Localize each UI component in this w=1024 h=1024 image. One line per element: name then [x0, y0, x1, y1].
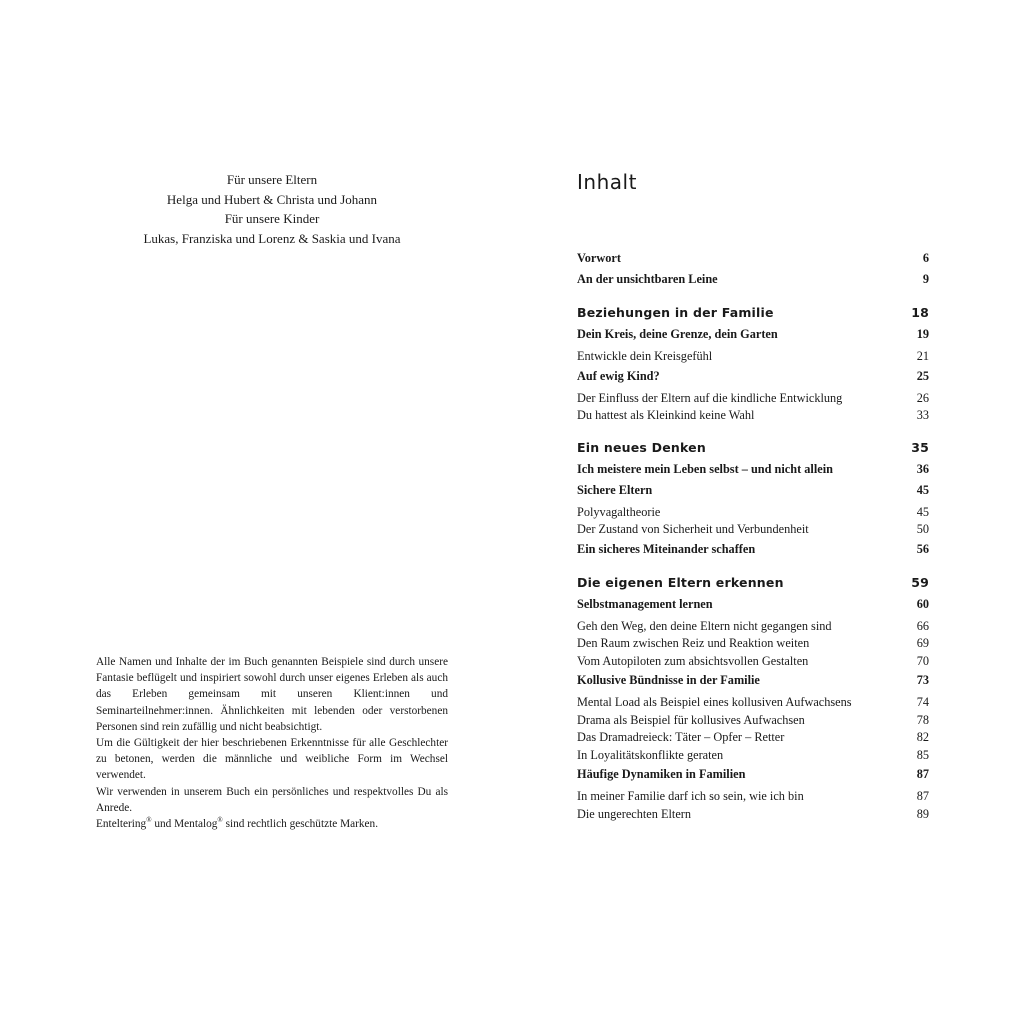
trademark-name: Enteltering: [96, 818, 147, 831]
toc-entry-row: [577, 694, 929, 712]
dedication-line: Helga und Hubert & Christa und Johann: [166, 191, 378, 207]
table-of-contents: [577, 248, 929, 823]
toc-entry-row: [577, 390, 929, 408]
toc-entry-title: Das Dramadreieck: Täter – Opfer – Retter: [577, 730, 785, 744]
toc-entry-row: [577, 788, 929, 806]
toc-entry-title: Ich meistere mein Leben selbst – und nicht allein: [577, 461, 833, 476]
toc-entry-row: [577, 618, 929, 636]
toc-entry-row: [577, 806, 929, 824]
toc-page-number: 73: [916, 673, 929, 687]
toc-page-number: 21: [916, 349, 929, 363]
toc-section-row: [577, 269, 929, 290]
toc-page-number: 35: [911, 439, 929, 455]
toc-page-number: 89: [916, 806, 929, 821]
registered-mark: ®: [217, 816, 223, 825]
toc-entry-title: Dein Kreis, deine Grenze, dein Garten: [577, 327, 778, 341]
toc-entry-title: Polyvagaltheorie: [577, 504, 661, 519]
toc-page-number: 85: [916, 747, 929, 762]
toc-section-row: [577, 764, 929, 785]
dedication-line: Für unsere Eltern: [226, 172, 318, 187]
toc-entry-title: An der unsichtbaren Leine: [577, 272, 718, 286]
toc-page-number: 87: [916, 767, 929, 781]
legal-paragraph: Um die Gültigkeit der hier beschriebenen Erkenntnisse für alle Geschlechter zu betonen, werden die männliche und weibliche Form im Wechsel verwendet.: [96, 737, 448, 782]
toc-entry-row: [577, 653, 929, 671]
toc-title: Inhalt: [577, 170, 637, 194]
toc-entry-title: Selbstmanagement lernen: [577, 596, 713, 611]
toc-section-row: [577, 480, 929, 501]
toc-page-number: 19: [916, 327, 929, 341]
trademark-text: und Mentalog: [151, 818, 218, 831]
toc-page-number: 59: [911, 574, 929, 590]
toc-page-number: 9: [922, 272, 929, 286]
toc-entry-title: Häufige Dynamiken in Familien: [577, 767, 746, 781]
legal-paragraph: Alle Namen und Inhalte der im Buch genannten Beispiele sind durch unsere Fantasie beflügelt und inspiriert sowohl durch unser eigenes Erleben als auch das Erleben gemeinsam mit unseren Klient:innen und Seminarteilnehmer:innen. Ähnlichkeiten mit lebenden oder verstorbenen Personen sind rein zufällig und nicht beabsichtigt.: [96, 656, 448, 733]
toc-entry-title: Die ungerechten Eltern: [577, 806, 692, 821]
registered-mark: ®: [146, 816, 152, 825]
toc-entry-title: Mental Load als Beispiel eines kollusiven Aufwachsens: [577, 695, 852, 709]
toc-entry-title: Drama als Beispiel für kollusives Aufwachsen: [577, 712, 805, 727]
toc-entry-row: [577, 521, 929, 539]
toc-page-number: 18: [911, 305, 929, 320]
toc-section-row: [577, 248, 929, 269]
toc-section-row: [577, 366, 929, 387]
toc-entry-title: Geh den Weg, den deine Eltern nicht gegangen sind: [577, 618, 832, 633]
toc-section-row: [577, 324, 929, 345]
toc-page-number: 82: [916, 730, 929, 744]
legal-paragraph: Wir verwenden in unserem Buch ein persönliches und respektvolles Du als Anrede.: [96, 785, 448, 814]
toc-page-number: 69: [916, 636, 929, 650]
toc-page-number: 45: [916, 482, 929, 497]
dedication: [96, 170, 448, 248]
toc-entry-title: Den Raum zwischen Reiz und Reaktion weiten: [577, 636, 810, 650]
toc-page-number: 26: [916, 390, 929, 405]
toc-entry-title: Die eigenen Eltern erkennen: [577, 574, 784, 590]
toc-chapter-row: [577, 302, 929, 324]
toc-entry-row: [577, 712, 929, 730]
toc-entry-title: Der Einfluss der Eltern auf die kindliche Entwicklung: [577, 390, 843, 405]
toc-page-number: 36: [916, 461, 929, 476]
toc-entry-row: [577, 504, 929, 522]
toc-chapter-row: [577, 572, 929, 594]
toc-page-number: 60: [916, 596, 929, 611]
trademark-text: sind rechtlich geschützte Marken.: [222, 818, 379, 831]
toc-page-number: 25: [916, 368, 929, 383]
toc-page-number: 6: [922, 251, 929, 265]
toc-entry-row: [577, 747, 929, 765]
toc-entry-row: [577, 407, 929, 425]
toc-entry-title: Auf ewig Kind?: [577, 368, 660, 383]
toc-page-number: 45: [916, 504, 929, 519]
toc-section-row: [577, 539, 929, 560]
toc-entry-title: In meiner Familie darf ich so sein, wie ich bin: [577, 789, 804, 803]
toc-chapter-row: [577, 437, 929, 459]
toc-entry-title: Kollusive Bündnisse in der Familie: [577, 673, 760, 687]
toc-entry-row: [577, 635, 929, 653]
toc-entry-title: Sichere Eltern: [577, 482, 653, 497]
toc-entry-title: Beziehungen in der Familie: [577, 305, 774, 320]
trademark-notice: [96, 816, 448, 832]
dedication-line: Lukas, Franziska und Lorenz & Saskia und Ivana: [143, 230, 401, 246]
toc-entry-title: In Loyalitätskonflikte geraten: [577, 747, 724, 762]
toc-entry-row: [577, 729, 929, 747]
toc-page-number: 56: [916, 541, 929, 556]
toc-section-row: [577, 594, 929, 615]
toc-page-number: 66: [916, 618, 929, 633]
toc-page-number: 70: [916, 653, 929, 668]
toc-entry-title: Ein sicheres Miteinander schaffen: [577, 541, 756, 556]
toc-page-number: 87: [916, 789, 929, 803]
legal-notice: [96, 654, 448, 832]
toc-entry-title: Ein neues Denken: [577, 439, 706, 455]
toc-page-number: 33: [916, 408, 929, 422]
toc-section-row: [577, 459, 929, 480]
toc-page-number: 74: [916, 695, 929, 709]
toc-entry-row: [577, 348, 929, 366]
toc-entry-title: Du hattest als Kleinkind keine Wahl: [577, 408, 755, 422]
toc-entry-title: Vorwort: [577, 251, 621, 265]
dedication-line: Für unsere Kinder: [224, 211, 320, 226]
toc-page-number: 78: [916, 712, 929, 727]
toc-section-row: [577, 670, 929, 691]
toc-entry-title: Der Zustand von Sicherheit und Verbundenheit: [577, 522, 809, 536]
toc-entry-title: Vom Autopiloten zum absichtsvollen Gestalten: [577, 653, 809, 668]
toc-page-number: 50: [916, 522, 929, 536]
toc-entry-title: Entwickle dein Kreisgefühl: [577, 349, 713, 363]
